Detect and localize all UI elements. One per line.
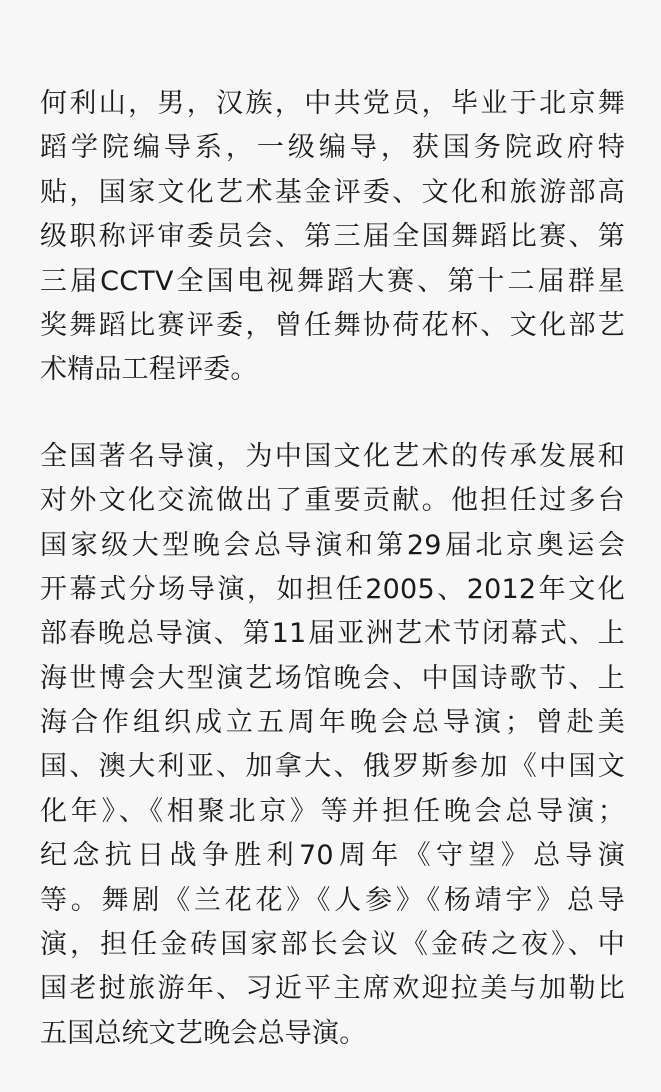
text-line: 海合作组织成立五周年晚会总导演；曾赴美 — [40, 707, 625, 739]
text-line: 国家级大型晚会总导演和第29届北京奥运会 — [40, 529, 625, 561]
text-line: 奖舞蹈比赛评委，曾任舞协荷花杯、文化部艺 — [40, 309, 625, 341]
text-line: 全国著名导演，为中国文化艺术的传承发展和 — [40, 440, 625, 472]
text-line: 纪念抗日战争胜利70周年《守望》总导演 — [40, 840, 625, 872]
text-line: 部春晚总导演、第11届亚洲艺术节闭幕式、上 — [40, 618, 625, 650]
paragraph-career — [40, 435, 625, 1056]
text-line: 对外文化交流做出了重要贡献。他担任过多台 — [40, 485, 625, 517]
text-line: 级职称评审委员会、第三届全国舞蹈比赛、第 — [40, 221, 625, 253]
text-line: 三届CCTV全国电视舞蹈大赛、第十二届群星 — [40, 265, 625, 297]
text-line: 开幕式分场导演，如担任2005、2012年文化 — [40, 573, 625, 605]
text-line: 国、澳大利亚、加拿大、俄罗斯参加《中国文 — [40, 751, 625, 783]
text-line: 贴，国家文化艺术基金评委、文化和旅游部高 — [40, 176, 625, 208]
text-line: 蹈学院编导系，一级编导，获国务院政府特 — [40, 132, 625, 164]
paragraph-bio — [40, 82, 625, 393]
text-line: 演，担任金砖国家部长会议《金砖之夜》、中 — [40, 929, 625, 961]
text-line: 等。舞剧《兰花花》《人参》《杨靖宇》总导 — [40, 884, 625, 916]
text-line: 五国总统文艺晚会总导演。 — [40, 1017, 367, 1049]
text-line: 术精品工程评委。 — [40, 354, 258, 386]
text-line: 海世博会大型演艺场馆晚会、中国诗歌节、上 — [40, 662, 625, 694]
text-line: 化年》、《相聚北京》等并担任晚会总导演； — [40, 795, 625, 827]
text-line: 国老挝旅游年、习近平主席欢迎拉美与加勒比 — [40, 973, 625, 1005]
text-line: 何利山，男，汉族，中共党员，毕业于北京舞 — [40, 88, 625, 119]
